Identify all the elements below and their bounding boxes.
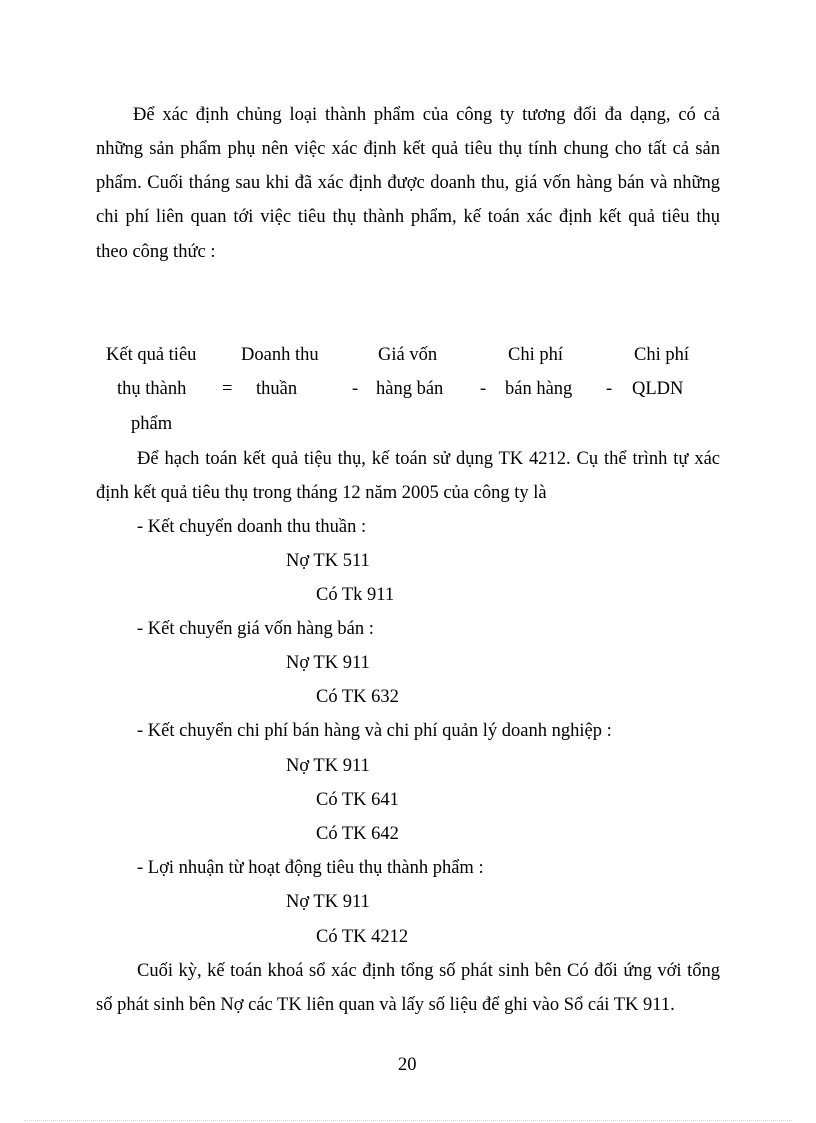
formula-cogs-line2: hàng bán — [376, 379, 444, 399]
closing-line: Cuối kỳ, kế toán khoá sổ xác định tổng số phát sinh bên Có đối ứng với tổng — [137, 961, 720, 981]
intro-line: theo công thức : — [96, 242, 216, 262]
formula-result-line2: thụ thành — [117, 379, 187, 399]
page-border — [24, 1120, 792, 1121]
accounting-line: định kết quả tiêu thụ trong tháng 12 năm 2005 của công ty là — [96, 483, 547, 503]
formula-minus: - — [480, 379, 487, 399]
entry-credit: Có TK 641 — [316, 790, 399, 810]
formula-minus: - — [352, 379, 359, 399]
formula-minus: - — [606, 379, 613, 399]
formula-cogs-line1: Giá vốn — [378, 345, 438, 365]
formula-selling-line2: bán hàng — [505, 379, 573, 399]
entry-credit: Có TK 632 — [316, 687, 399, 707]
accounting-line: Để hạch toán kết quả tiệu thụ, kế toán sử dụng TK 4212. Cụ thể trình tự xác — [137, 449, 720, 469]
formula-revenue-line2: thuần — [256, 379, 298, 399]
intro-line: phẩm. Cuối tháng sau khi đã xác định được doanh thu, giá vốn hàng bán và những — [96, 173, 720, 193]
entry-title: - Lợi nhuận từ hoạt động tiêu thụ thành phẩm : — [137, 858, 484, 878]
intro-line: những sản phẩm phụ nên việc xác định kết quả tiêu thụ tính chung cho tất cả sản — [96, 139, 720, 159]
formula-revenue-line1: Doanh thu — [241, 345, 319, 365]
entry-debit: Nợ TK 911 — [286, 756, 370, 776]
entry-debit: Nợ TK 511 — [286, 551, 370, 571]
intro-line: Để xác định chủng loại thành phẩm của công ty tương đối đa dạng, có cả — [133, 105, 720, 125]
formula-equals: = — [222, 379, 233, 399]
formula-selling-line1: Chi phí — [508, 345, 563, 365]
formula-result-line1: Kết quả tiêu — [106, 345, 197, 365]
entry-credit: Có Tk 911 — [316, 585, 395, 605]
entry-debit: Nợ TK 911 — [286, 892, 370, 912]
entry-title: - Kết chuyển doanh thu thuần : — [137, 517, 367, 537]
entry-debit: Nợ TK 911 — [286, 653, 370, 673]
entry-title: - Kết chuyển giá vốn hàng bán : — [137, 619, 374, 639]
entry-title: - Kết chuyển chi phí bán hàng và chi phí quản lý doanh nghiệp : — [137, 721, 612, 741]
closing-line: số phát sinh bên Nợ các TK liên quan và lấy số liệu để ghi vào Sổ cái TK 911. — [96, 995, 675, 1015]
page-number: 20 — [398, 1055, 417, 1075]
entry-credit: Có TK 642 — [316, 824, 399, 844]
formula-admin-line1: Chi phí — [634, 345, 689, 365]
entry-credit: Có TK 4212 — [316, 927, 409, 947]
formula-admin-line2: QLDN — [632, 379, 684, 399]
intro-line: chi phí liên quan tới việc tiêu thụ thành phẩm, kế toán xác định kết quả tiêu thụ — [96, 207, 720, 227]
formula-result-line3: phẩm — [131, 414, 173, 434]
